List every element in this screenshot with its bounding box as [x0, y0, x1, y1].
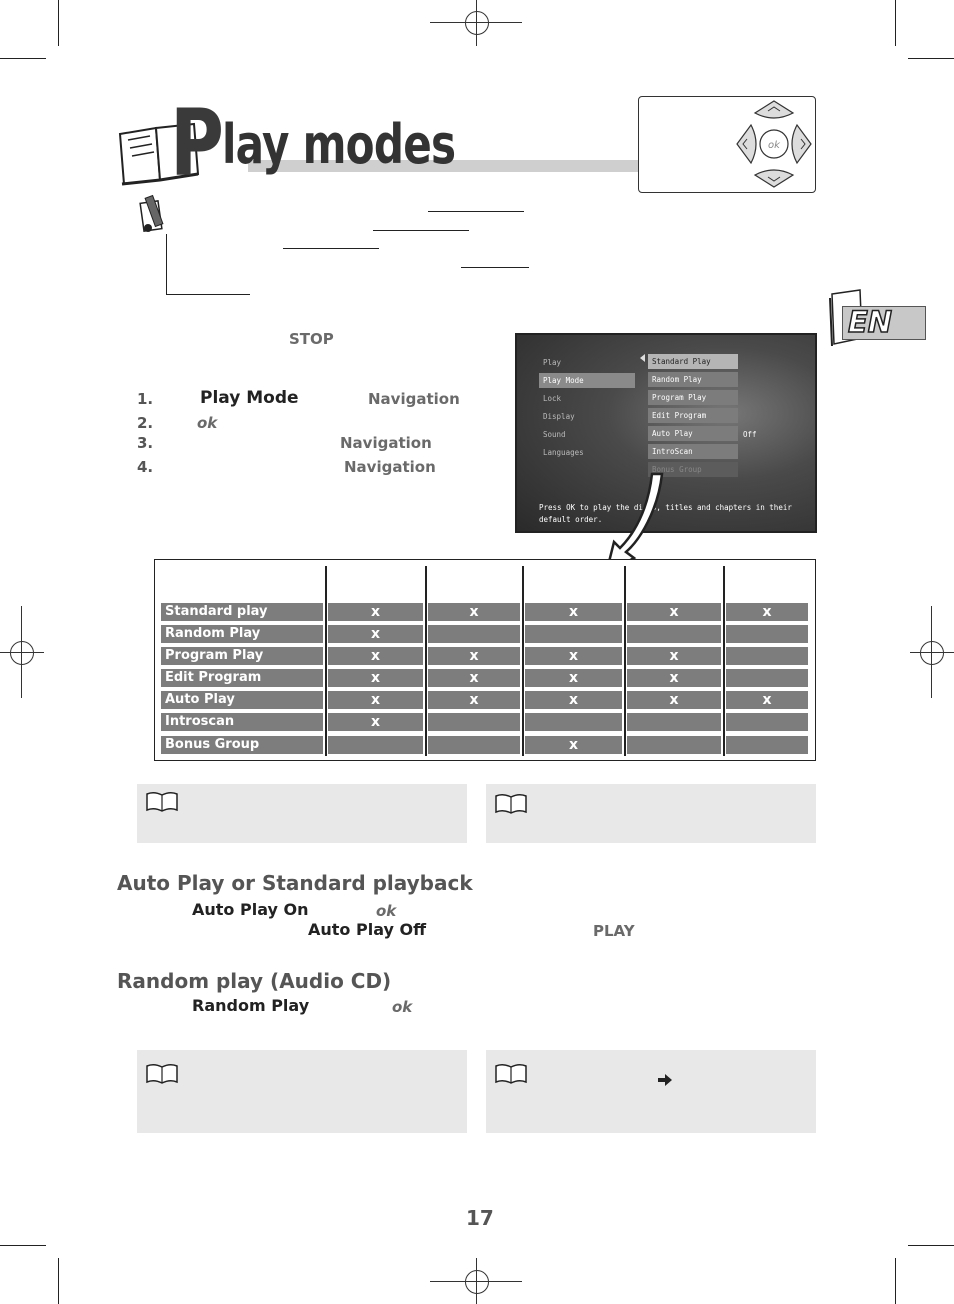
underline-4: [461, 267, 529, 268]
note-bracket-horizontal: [166, 294, 250, 295]
crop-mark: [895, 0, 896, 46]
osd-hint-text: Press OK to play the discs, titles and chapters in their default order.: [539, 503, 792, 524]
osd-menu-play-mode: Play Mode: [543, 376, 584, 385]
osd-option-standard-play: Standard Play: [648, 354, 738, 369]
note-bracket-vertical: [166, 234, 167, 294]
table-cell: x: [328, 669, 423, 687]
language-tab-label: EN: [848, 305, 893, 339]
step-3-navigation: Navigation: [340, 434, 432, 452]
osd-option-auto-play: Auto Play: [648, 426, 738, 441]
crop-mark: [0, 58, 46, 59]
table-cell: [428, 625, 520, 643]
step-number-3: 3.: [137, 434, 154, 452]
book-note-icon: [494, 792, 528, 816]
table-cell: x: [328, 691, 423, 709]
row-label-standard-play: Standard play: [161, 603, 323, 621]
row-label-program-play: Program Play: [161, 647, 323, 665]
osd-menu-lock: Lock: [543, 394, 562, 403]
table-cell: [328, 736, 423, 754]
osd-option-bonus-group: Bonus Group: [648, 462, 738, 477]
osd-auto-play-value: Off: [743, 430, 757, 439]
step-number-4: 4.: [137, 458, 154, 476]
random-play-heading: Random play (Audio CD): [117, 969, 392, 993]
osd-option-edit-program: Edit Program: [648, 408, 738, 423]
osd-option-random-play: Random Play: [648, 372, 738, 387]
crop-mark: [0, 1245, 46, 1246]
table-cell: x: [428, 691, 520, 709]
table-cell: [726, 736, 808, 754]
step-2-ok: ok: [197, 414, 218, 432]
table-divider: [425, 566, 427, 756]
osd-menu-languages: Languages: [543, 448, 584, 457]
note-box: [486, 784, 816, 843]
crop-mark: [895, 1258, 896, 1304]
table-cell: [627, 625, 721, 643]
table-cell: x: [525, 736, 622, 754]
table-cell: [726, 647, 808, 665]
arrow-right-icon: [658, 1074, 672, 1086]
underline-3: [283, 248, 379, 249]
page-title: lay modes: [222, 113, 456, 176]
book-note-icon: [494, 1062, 528, 1086]
osd-option-program-play: Program Play: [648, 390, 738, 405]
note-box: [486, 1050, 816, 1133]
table-cell: [726, 669, 808, 687]
table-cell: x: [328, 625, 423, 643]
stop-label: STOP: [289, 330, 334, 348]
table-cell: x: [328, 647, 423, 665]
row-label-random-play: Random Play: [161, 625, 323, 643]
table-cell: x: [627, 603, 721, 621]
osd-menu-display: Display: [543, 412, 575, 421]
table-cell: [627, 736, 721, 754]
table-cell: x: [726, 691, 808, 709]
page-number: 17: [466, 1206, 494, 1230]
table-cell: x: [525, 647, 622, 665]
table-cell: x: [428, 647, 520, 665]
book-note-icon: [145, 790, 179, 814]
note-box: [137, 784, 467, 843]
table-cell: [525, 713, 622, 731]
play-key-label: PLAY: [593, 922, 635, 940]
row-label-bonus-group: Bonus Group: [161, 736, 323, 754]
auto-play-on-label: Auto Play On: [192, 900, 309, 919]
crop-mark: [908, 1245, 954, 1246]
underline-1: [428, 211, 524, 212]
table-cell: x: [328, 713, 423, 731]
random-play-ok-label: ok: [392, 998, 413, 1016]
osd-left-arrow-icon: [640, 354, 645, 362]
auto-play-ok-label: ok: [376, 902, 397, 920]
table-cell: x: [627, 691, 721, 709]
step-1-label: Play Mode: [200, 388, 299, 408]
table-cell: [525, 625, 622, 643]
book-note-icon: [145, 1062, 179, 1086]
table-cell: x: [428, 603, 520, 621]
table-divider: [723, 566, 725, 756]
pencil-note-icon: [138, 194, 170, 234]
table-cell: x: [428, 669, 520, 687]
table-cell: x: [328, 603, 423, 621]
navigation-pad-icon: [735, 99, 813, 189]
note-box: [137, 1050, 467, 1133]
osd-option-introscan: IntroScan: [648, 444, 738, 459]
table-divider: [522, 566, 524, 756]
table-cell: [627, 713, 721, 731]
step-number-1: 1.: [137, 390, 154, 408]
random-play-label: Random Play: [192, 996, 310, 1015]
table-cell: [726, 713, 808, 731]
crop-mark: [58, 1258, 59, 1304]
crop-mark: [58, 0, 59, 46]
table-cell: [428, 713, 520, 731]
svg-text:ok: ok: [768, 140, 780, 151]
osd-menu-play: Play: [543, 358, 562, 367]
step-4-navigation: Navigation: [344, 458, 436, 476]
table-cell: [428, 736, 520, 754]
table-cell: x: [726, 603, 808, 621]
table-cell: x: [525, 603, 622, 621]
row-label-introscan: Introscan: [161, 713, 323, 731]
table-cell: x: [525, 669, 622, 687]
step-1-navigation: Navigation: [368, 390, 460, 408]
row-label-auto-play: Auto Play: [161, 691, 323, 709]
table-cell: x: [627, 647, 721, 665]
table-cell: x: [525, 691, 622, 709]
underline-2: [373, 230, 469, 231]
table-divider: [624, 566, 626, 756]
table-divider: [325, 566, 327, 756]
table-cell: x: [627, 669, 721, 687]
remote-diagram: [638, 96, 816, 193]
table-cell: [726, 625, 808, 643]
crop-mark: [908, 58, 954, 59]
auto-play-heading: Auto Play or Standard playback: [117, 871, 473, 895]
step-number-2: 2.: [137, 414, 154, 432]
page-title-initial: P: [170, 90, 224, 197]
row-label-edit-program: Edit Program: [161, 669, 323, 687]
play-mode-table: [154, 559, 816, 761]
osd-menu-sound: Sound: [543, 430, 566, 439]
auto-play-off-label: Auto Play Off: [308, 920, 427, 939]
